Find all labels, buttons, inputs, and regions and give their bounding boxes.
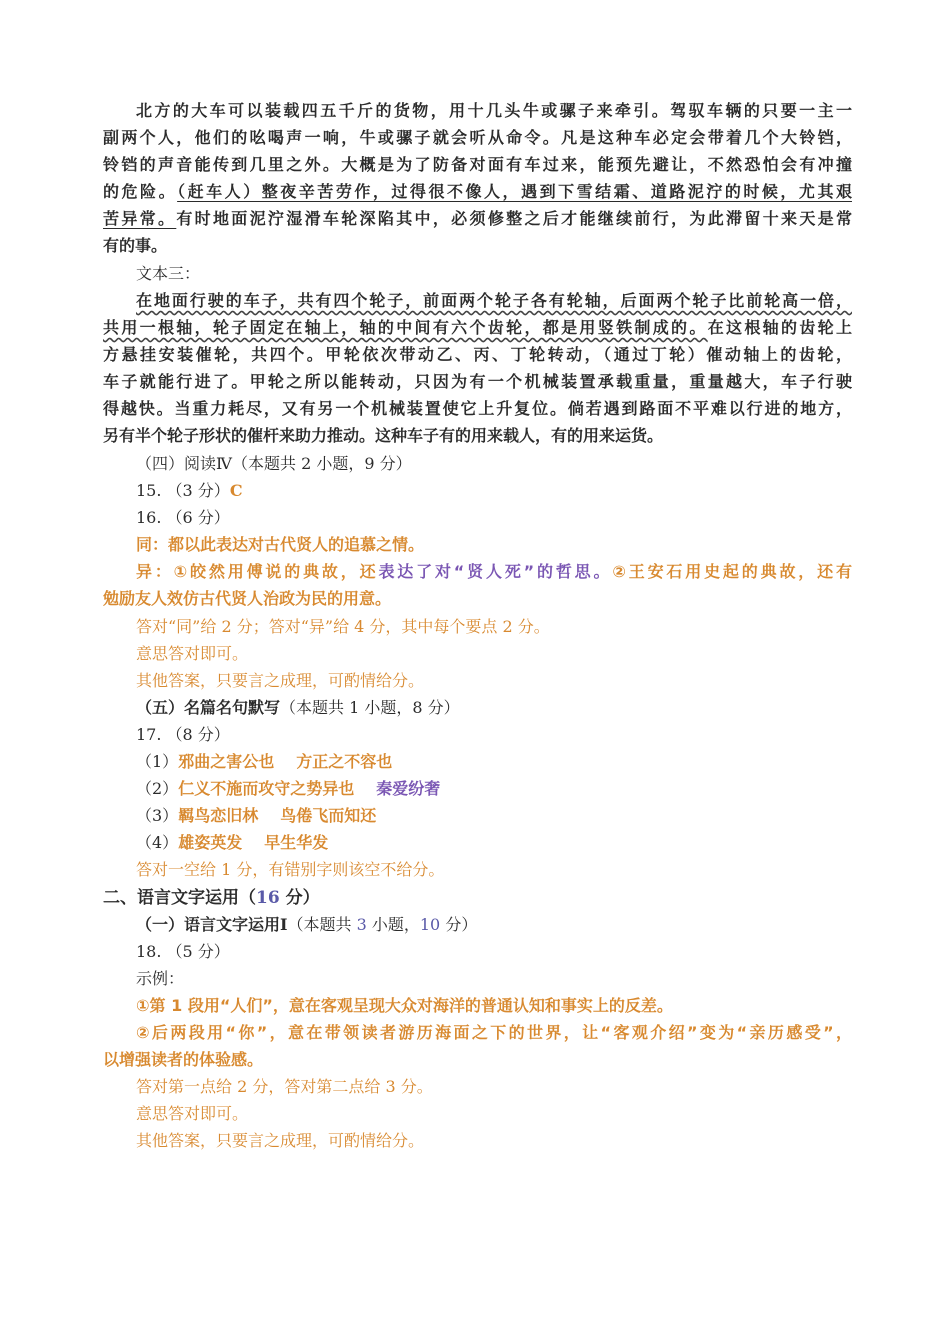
text3-line-1 <box>136 288 852 314</box>
part2-sub-n2: 10 <box>419 915 441 934</box>
q15 <box>136 478 852 504</box>
text3-line-2-b: 在这根轴的齿轮上 <box>707 318 852 337</box>
text3-line-5: 得越快。当重力耗尽，又有另一个机械装置使它上升复位。倘若遇到路面不平难以行进的地方， <box>103 399 852 418</box>
q16-meaning: 意思答对即可。 <box>136 644 249 663</box>
text2-line-1: 北方的大车可以装载四五千斤的货物，用十几头牛或骡子来牵引。驾驭车辆的只要一主一 <box>136 101 852 120</box>
text2-line-4 <box>103 179 852 205</box>
q17-answer-4-part-2: 早生华发 <box>264 833 329 852</box>
text2-underlined-sentence: （赶车人）整夜辛苦劳作，过得很不像人，遇到下雪结霜、道路泥泞的时候，尤其艰 <box>177 182 852 201</box>
q17-answer-1-part-1: 邪曲之害公也 <box>178 752 275 771</box>
q17-answer-3-num: （3） <box>136 806 179 825</box>
part2-heading-b: 分） <box>279 888 320 908</box>
text3-line-3: 方悬挂安装催轮，共四个。甲轮依次带动乙、丙、丁轮转动，（通过丁轮）催动轴上的齿轮， <box>103 345 852 364</box>
q18-label: 18. （5 分） <box>136 942 230 961</box>
q18-point-2-cont: 以增强读者的体验感。 <box>103 1050 264 1069</box>
q15-label: 15. （3 分） <box>136 481 230 500</box>
q16-diff-c: ②王安石用史起的典故，还有 <box>612 562 852 581</box>
q17-answer-2-part-1: 仁义不施而攻守之势异也 <box>178 779 355 798</box>
q17-answer-4-part-1: 雄姿英发 <box>178 833 243 852</box>
q16-diff-a: 异：①皎然用傅说的典故，还 <box>136 562 379 581</box>
q16-same: 同：都以此表达对古代贤人的追慕之情。 <box>136 535 425 554</box>
part2-heading-a: 二、语言文字运用（ <box>103 888 256 908</box>
q18-meaning: 意思答对即可。 <box>136 1104 249 1123</box>
q17-answer-3 <box>136 803 852 829</box>
part2-subheading <box>136 912 852 938</box>
q16-score: 答对“同”给 2 分；答对“异”给 4 分，其中每个要点 2 分。 <box>136 617 550 636</box>
text3-line-2 <box>103 315 852 341</box>
q17-answer-3-part-1: 羁鸟恋旧林 <box>178 806 259 825</box>
q18-other: 其他答案，只要言之成理，可酌情给分。 <box>136 1131 425 1150</box>
q16-diff-b: 表达了对“贤人死”的哲思。 <box>378 562 613 581</box>
q17-answer-1-part-2: 方正之不容也 <box>296 752 393 771</box>
text2-line-4-a: 的危险。 <box>103 182 178 201</box>
q16-other: 其他答案，只要言之成理，可酌情给分。 <box>136 671 425 690</box>
q17-answer-4-num: （4） <box>136 833 179 852</box>
text3-line-4: 车子就能行进了。甲轮之所以能转动，只因为有一个机械装置承载重量，重量越大，车子行驶 <box>103 372 852 391</box>
q16-diff-line-2: 勉励友人效仿古代贤人治政为民的用意。 <box>103 589 392 608</box>
section5-heading <box>136 695 852 721</box>
text3-label: 文本三： <box>136 264 201 283</box>
q18-score: 答对第一点给 2 分，答对第二点给 3 分。 <box>136 1077 433 1096</box>
text2-line-5 <box>103 206 852 232</box>
q17-answer-2-part-2: 秦爱纷奢 <box>376 779 441 798</box>
text2-line-6: 有的事。 <box>103 236 168 255</box>
part2-heading-num: 16 <box>256 888 280 908</box>
q17-answer-2 <box>136 776 852 802</box>
part2-heading <box>103 885 852 911</box>
q17-answer-1 <box>136 749 852 775</box>
part2-sub-a: （一）语言文字运用Ⅰ <box>136 915 288 934</box>
section5-heading-rest: （本题共 1 小题，8 分） <box>280 698 460 717</box>
q15-answer: C <box>229 481 243 500</box>
q17-answer-4 <box>136 830 852 856</box>
text2-underlined-end: 苦异常。 <box>103 209 177 228</box>
q18-point-2: ②后两段用“你”，意在带领读者游历海面之下的世界，让“客观介绍”变为“亲历感受”， <box>136 1023 852 1042</box>
reading4-heading: （四）阅读Ⅳ（本题共 2 小题，9 分） <box>136 454 412 473</box>
q17-answer-1-num: （1） <box>136 752 179 771</box>
section5-heading-bold: （五）名篇名句默写 <box>136 698 281 717</box>
text2-line-2: 副两个人，他们的吆喝声一响，牛或骡子就会听从命令。凡是这种车必定会带着几个大铃铛， <box>103 128 852 147</box>
q16-label: 16. （6 分） <box>136 508 230 527</box>
q18-point-1: ①第 1 段用“人们”，意在客观呈现大众对海洋的普通认知和事实上的反差。 <box>136 996 673 1015</box>
q17-score: 答对一空给 1 分，有错别字则该空不给分。 <box>136 860 445 879</box>
part2-sub-d: 分） <box>440 915 478 934</box>
q17-label: 17. （8 分） <box>136 725 230 744</box>
text3-line-6: 另有半个轮子形状的催杆来助力推动。这种车子有的用来载人，有的用来运货。 <box>103 426 664 445</box>
q18-example-label: 示例： <box>136 969 185 988</box>
q16-diff-line-1 <box>136 559 852 585</box>
part2-sub-c: 小题， <box>366 915 420 934</box>
part2-sub-n1: 3 <box>356 915 367 934</box>
part2-sub-b: （本题共 <box>287 915 357 934</box>
q17-answer-2-num: （2） <box>136 779 179 798</box>
text3-wavy-end: 共用一根轴，轮子固定在轴上，轴的中间有六个齿轮，都是用竖铁制成的。 <box>103 318 708 337</box>
q17-answer-3-part-2: 鸟倦飞而知还 <box>280 806 377 825</box>
text2-line-5-b: 有时地面泥泞湿滑车轮深陷其中，必须修整之后才能继续前行，为此滞留十来天是常 <box>176 209 852 228</box>
text2-line-3: 铃铛的声音能传到几里之外。大概是为了防备对面有车过来，能预先避让，不然恐怕会有冲撞 <box>103 155 852 174</box>
text3-wavy-sentence: 在地面行驶的车子，共有四个轮子，前面两个轮子各有轮轴，后面两个轮子比前轮高一倍， <box>136 291 852 310</box>
